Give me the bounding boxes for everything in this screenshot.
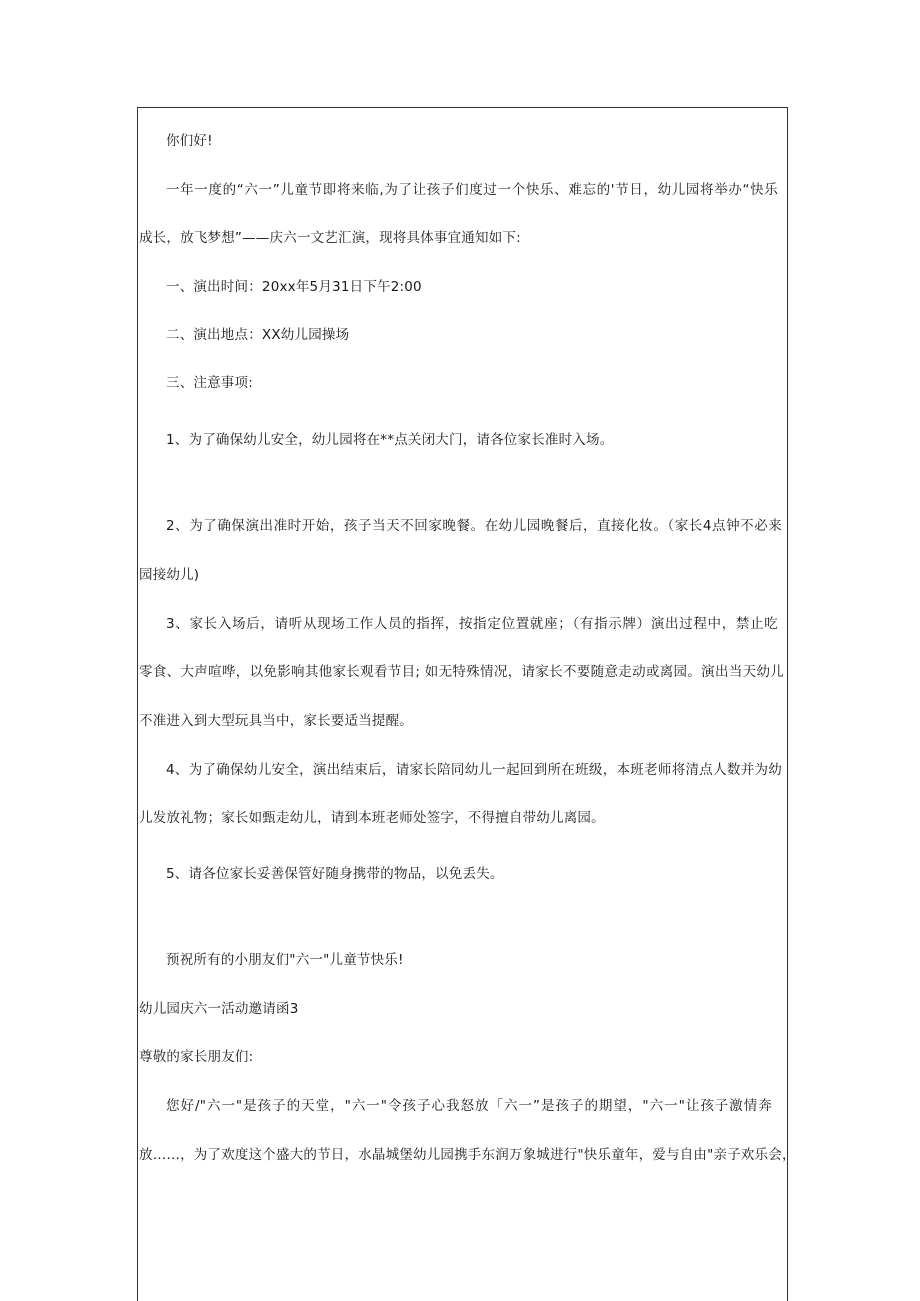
item-notes: 三、注意事项: (166, 375, 253, 391)
section-title: 幼儿园庆六一活动邀请函3 (139, 1001, 299, 1017)
para2-line-1: 您好/"六一"是孩子的天堂，"六一"令孩子心我怒放「六一”是孩子的期望，"六一"让孩子激情奔 (166, 1098, 772, 1114)
intro-line-2: 成长，放飞梦想”——庆六一文艺汇演，现将具体事宜通知如下: (139, 230, 521, 246)
item-place: 二、演出地点：XX幼儿园操场 (166, 327, 350, 343)
note-2-line-2: 园接幼儿) (139, 567, 200, 583)
note-2-line-1: 2、为了确保演出准时开始，孩子当天不回家晚餐。在幼儿园晚餐后，直接化妆。（家长4点钟不必来 (166, 518, 782, 534)
note-4-line-2: 儿发放礼物；家长如甄走幼儿，请到本班老师处签字，不得擅自带幼儿离园。 (139, 810, 605, 826)
salutation: 尊敬的家长朋友们: (139, 1049, 254, 1065)
intro-line-1: 一年一度的“六一”儿童节即将来临,为了让孩子们度过一个快乐、难忘的'节日，幼儿园将举办“快乐 (166, 182, 778, 198)
note-4-line-1: 4、为了确保幼儿安全，演出结束后，请家长陪同幼儿一起回到所在班级，本班老师将清点人数并为幼 (166, 762, 782, 778)
note-1: 1、为了确保幼儿安全，幼儿园将在**点关闭大门，请各位家长准时入场。 (166, 432, 614, 448)
closing-wish: 预祝所有的小朋友们"六一"儿童节快乐! (166, 952, 404, 968)
greeting: 你们好! (166, 133, 213, 149)
note-3-line-2: 零食、大声喧哗，以免影响其他家长观看节目; 如无特殊情况，请家长不要随意走动或离园。演出当天幼儿 (139, 664, 784, 680)
note-3-line-3: 不准进入到大型玩具当中，家长要适当提醒。 (139, 713, 413, 729)
note-3-line-1: 3、家长入场后，请听从现场工作人员的指挥，按指定位置就座；（有指示牌）演出过程中，禁止吃 (166, 616, 778, 632)
item-time: 一、演出时间：20xx年5月31日下午2:00 (166, 279, 422, 295)
note-5: 5、请各位家长妥善保管好随身携带的物品，以免丢失。 (166, 866, 504, 882)
para2-line-2: 放……，为了欢度这个盛大的节日，水晶城堡幼儿园携手东润万象城进行"快乐童年，爱与自由"亲子欢乐会， (139, 1147, 796, 1163)
